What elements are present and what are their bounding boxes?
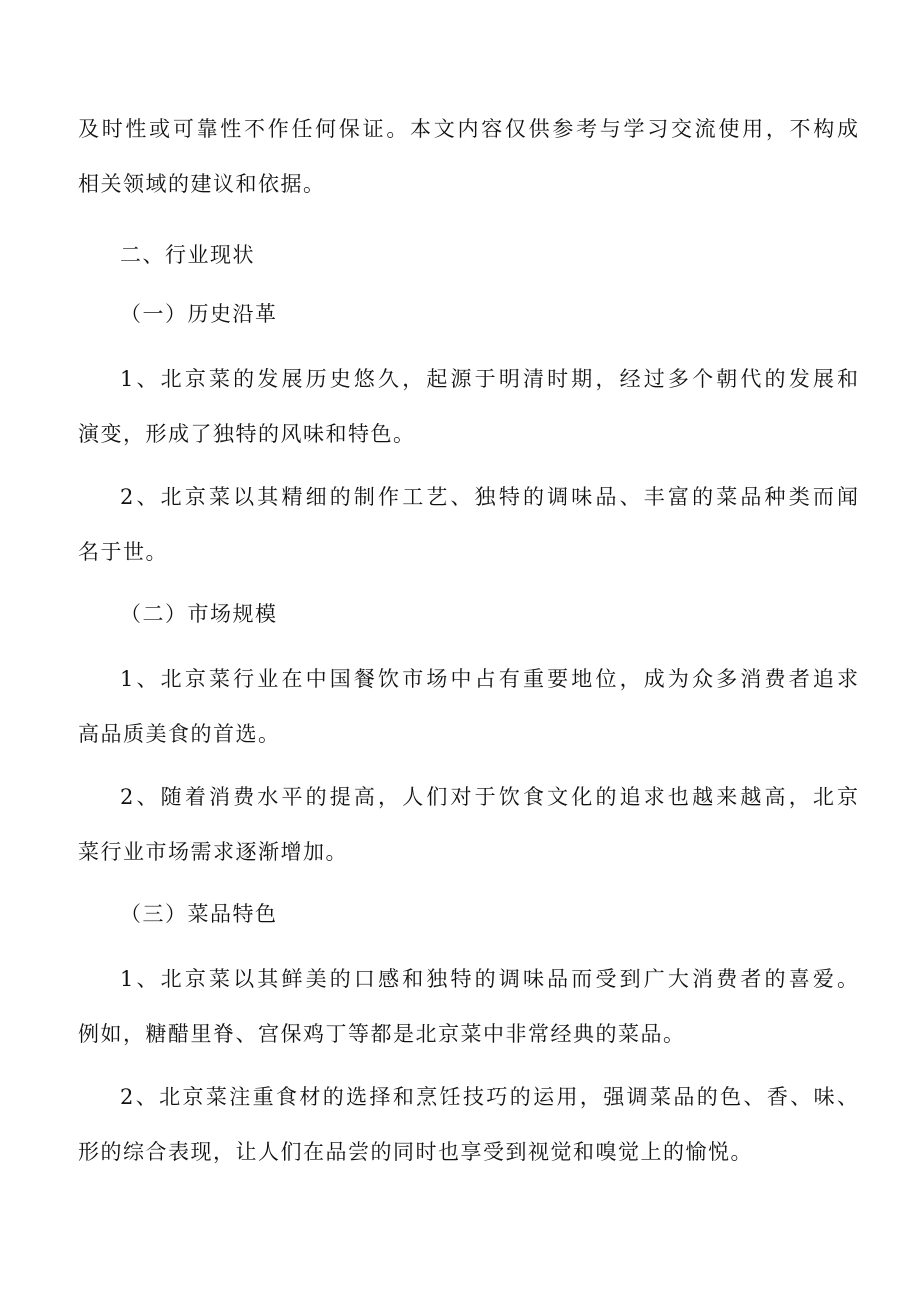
features-paragraph-1-line-2: 例如，糖醋里脊、宫保鸡丁等都是北京菜中非常经典的菜品。 xyxy=(78,1022,686,1046)
subheading-dish-features: （三）菜品特色 xyxy=(120,902,278,926)
history-paragraph-1-line-1: 1、北京菜的发展历史悠久，起源于明清时期，经过多个朝代的发展和 xyxy=(120,367,858,391)
subheading-market-size: （二）市场规模 xyxy=(120,602,278,626)
market-paragraph-2-line-2: 菜行业市场需求逐渐增加。 xyxy=(78,840,348,864)
subheading-history: （一）历史沿革 xyxy=(120,302,278,326)
intro-line-2: 相关领域的建议和依据。 xyxy=(78,172,326,196)
features-paragraph-2-line-2: 形的综合表现，让人们在品尝的同时也享受到视觉和嗅觉上的愉悦。 xyxy=(78,1140,753,1164)
market-paragraph-1-line-1: 1、北京菜行业在中国餐饮市场中占有重要地位，成为众多消费者追求 xyxy=(120,667,858,691)
market-paragraph-2-line-1: 2、随着消费水平的提高，人们对于饮食文化的追求也越来越高，北京 xyxy=(120,785,858,809)
section-heading-industry-status: 二、行业现状 xyxy=(120,243,255,267)
history-paragraph-2-line-2: 名于世。 xyxy=(78,540,168,564)
market-paragraph-1-line-2: 高品质美食的首选。 xyxy=(78,722,281,746)
intro-line-1: 及时性或可靠性不作任何保证。本文内容仅供参考与学习交流使用，不构成 xyxy=(78,117,858,141)
history-paragraph-2-line-1: 2、北京菜以其精细的制作工艺、独特的调味品、丰富的菜品种类而闻 xyxy=(120,485,858,509)
features-paragraph-2-line-1: 2、北京菜注重食材的选择和烹饪技巧的运用，强调菜品的色、香、味、 xyxy=(120,1085,858,1109)
features-paragraph-1-line-1: 1、北京菜以其鲜美的口感和独特的调味品而受到广大消费者的喜爱。 xyxy=(120,967,858,991)
history-paragraph-1-line-2: 演变，形成了独特的风味和特色。 xyxy=(78,422,416,446)
